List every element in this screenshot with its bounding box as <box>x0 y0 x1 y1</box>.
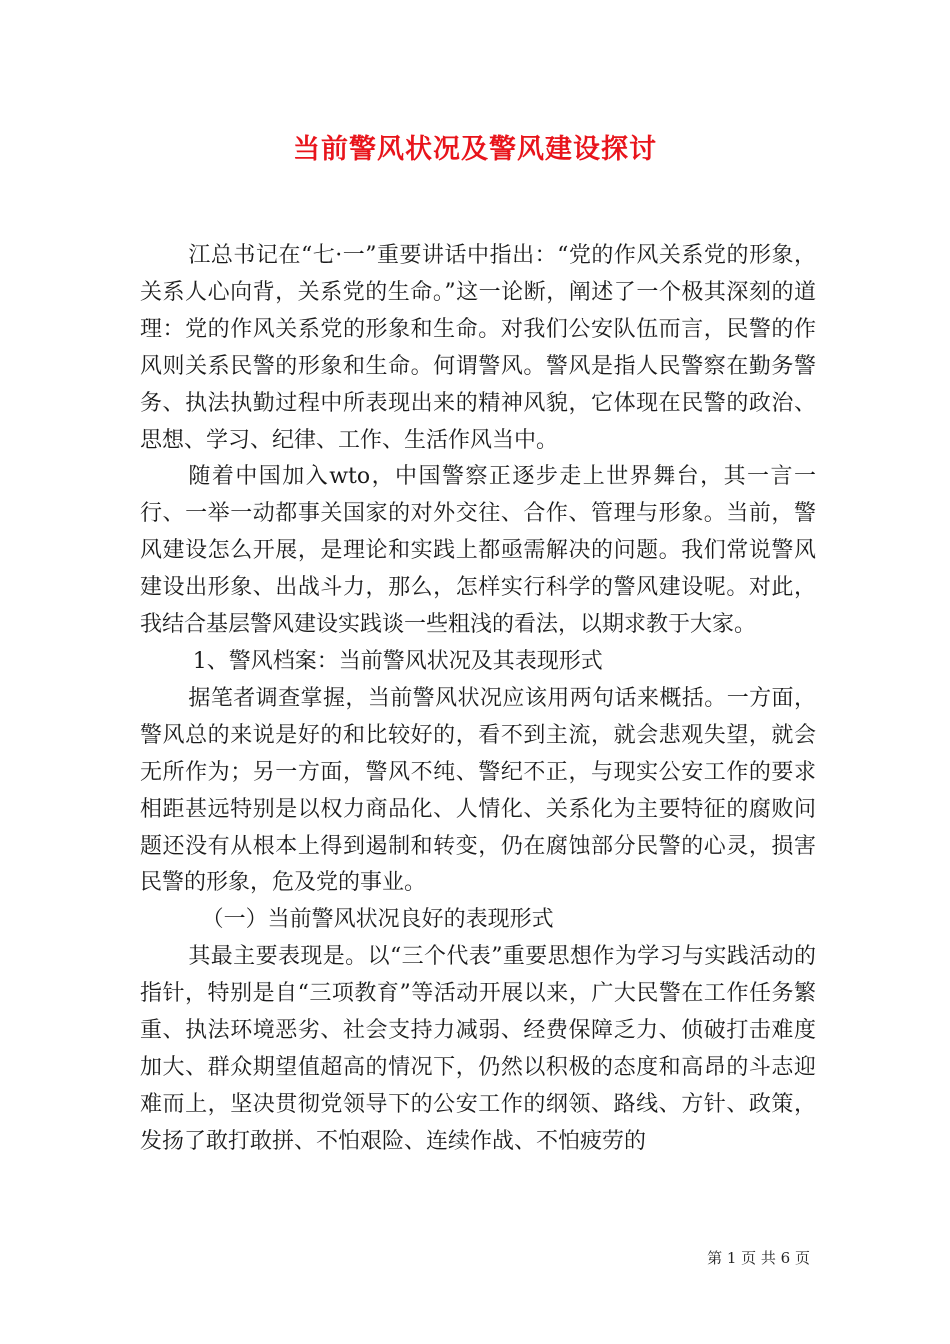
paragraph-intro: 江总书记在“七·一”重要讲话中指出：“党的作风关系党的形象，关系人心向背，关系党的生命。”这一论断，阐述了一个极其深刻的道理：党的作风关系党的形象和生命。对我们公安队伍而言，民警的作风则关系民警的形象和生命。何谓警风。警风是指人民警察在勤务警务、执法执勤过程中所表现出来的精神风貌，它体现在民警的政治、思想、学习、纪律、工作、生活作风当中。 <box>140 243 816 453</box>
document-body <box>140 238 816 1161</box>
section-heading: 1、警风档案：当前警风状况及其表现形式 <box>192 648 603 674</box>
paragraph-good-status: 其最主要表现是。以“三个代表”重要思想作为学习与实践活动的指针，特别是自“三项教育”等活动开展以来，广大民警在工作任务繁重、执法环境恶劣、社会支持力减弱、经费保障乏力、侦破打击难度加大、群众期望值超高的情况下，仍然以积极的态度和高昂的斗志迎难而上，坚决贯彻党领导下的公安工作的纲领、路线、方针、政策，发扬了敢打敢拼、不怕艰险、连续作战、不怕疲劳的 <box>140 944 816 1154</box>
page-number: 第 1 页 共 6 页 <box>707 1249 810 1267</box>
document-title: 当前警风状况及警风建设探讨 <box>293 134 657 165</box>
paragraph-status: 据笔者调查掌握，当前警风状况应该用两句话来概括。一方面，警风总的来说是好的和比较好的，看不到主流，就会悲观失望，就会无所作为；另一方面，警风不纯、警纪不正，与现实公安工作的要求相距甚远特别是以权力商品化、人情化、关系化为主要特征的腐败问题还没有从根本上得到遏制和转变，仍在腐蚀部分民警的心灵，损害民警的形象，危及党的事业。 <box>140 685 816 896</box>
subsection-heading: （一）当前警风状况良好的表现形式 <box>201 907 554 933</box>
paragraph-wto: 随着中国加入wto，中国警察正逐步走上世界舞台，其一言一行、一举一动都事关国家的对外交往、合作、管理与形象。当前，警风建设怎么开展，是理论和实践上都亟需解决的问题。我们常说警风建设出形象、出战斗力，那么，怎样实行科学的警风建设呢。对此，我结合基层警风建设实践谈一些粗浅的看法，以期求教于大家。 <box>140 464 816 638</box>
